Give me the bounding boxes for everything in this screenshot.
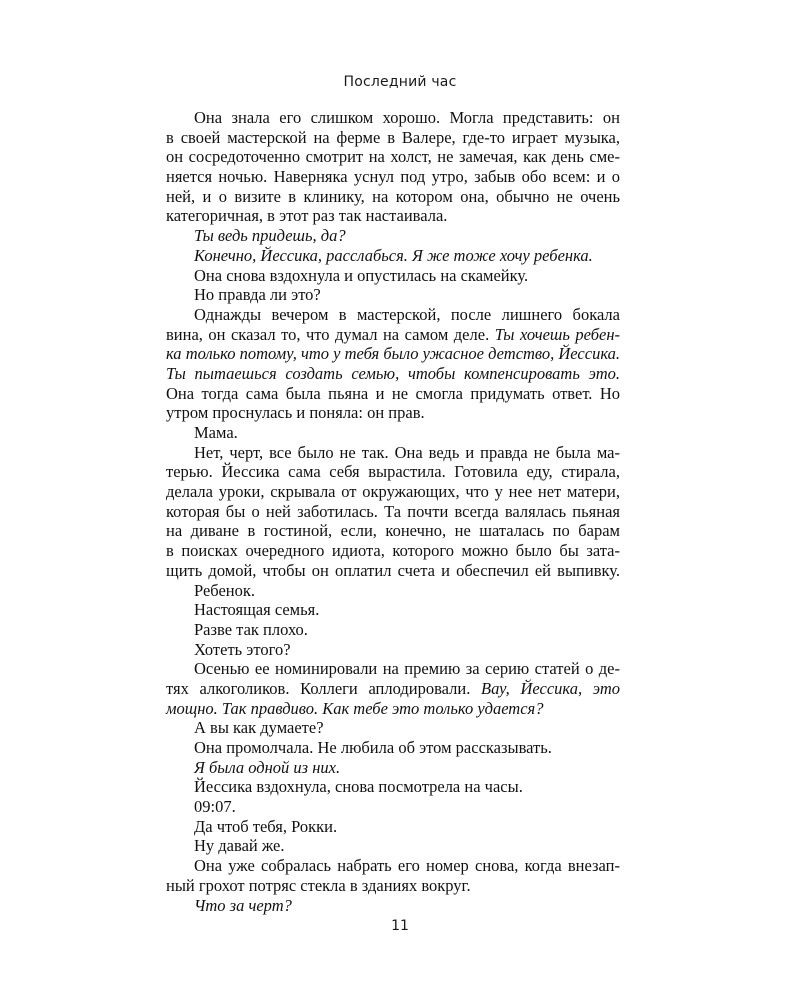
text-line [166, 344, 620, 364]
text-segment: он сосредоточенно смотрит на холст, не замечая, как день сме- [166, 147, 620, 167]
text-line [166, 876, 620, 896]
text-segment: в поисках очередного идиота, которого можно было бы зата- [166, 541, 620, 561]
text-segment: Ребенок. [194, 580, 256, 600]
text-line [166, 423, 620, 443]
text-line [166, 521, 620, 541]
text-segment: Однажды вечером в мастерской, после лишнего бокала [194, 304, 620, 324]
text-line [166, 659, 620, 679]
text-line [166, 797, 620, 817]
text-line [166, 541, 620, 561]
text-segment: тях алкоголиков. Коллеги аплодировали. [166, 678, 482, 698]
text-segment: 09:07. [194, 797, 236, 817]
text-segment: Настоящая семья. [194, 600, 320, 620]
italic-text: Конечно, Йессика, расслабься. Я же тоже хочу ребенка. [194, 245, 593, 265]
text-line [166, 896, 620, 916]
text-line [166, 384, 620, 404]
text-segment: категоричная, в этот раз так настаивала. [166, 206, 448, 226]
text-line [166, 718, 620, 738]
text-segment: А вы как думаете? [194, 718, 324, 738]
text-line [166, 856, 620, 876]
italic-text: Вау, Йессика, это [481, 678, 620, 698]
text-segment: Она тогда сама была пьяна и не смогла придумать ответ. Но [166, 383, 620, 403]
text-line [166, 128, 620, 148]
text-line [166, 266, 620, 286]
body-text [166, 108, 620, 915]
text-segment: которая бы о ней заботилась. Та почти всегда валялась пьяная [166, 501, 620, 521]
italic-text: Я была одной из них. [194, 757, 341, 777]
text-segment: делала уроки, скрывала от окружающих, что у нее нет матери, [166, 482, 620, 502]
text-line [166, 738, 620, 758]
text-segment: ней, и о визите в клинику, на котором она, обычно не очень [166, 186, 620, 206]
text-segment: Ну давай же. [194, 836, 285, 856]
text-segment: Она промолчала. Не любила об этом рассказывать. [194, 738, 552, 757]
text-segment: ный грохот потряс стекла в зданиях вокруг. [166, 875, 471, 895]
italic-text: Ты пытаешься создать семью, чтобы компенсировать это. [166, 363, 620, 383]
text-segment: на диване в гостиной, если, конечно, не шаталась по барам [166, 521, 620, 541]
text-segment: терью. Йессика сама себя вырастила. Готовила еду, стирала, [166, 462, 620, 482]
text-segment: вина, он сказал то, что думал на самом деле. [166, 324, 495, 344]
text-line [166, 246, 620, 266]
text-line [166, 325, 620, 345]
text-line [166, 836, 620, 856]
text-line [166, 147, 620, 167]
text-line [166, 620, 620, 640]
text-segment: Йессика вздохнула, снова посмотрела на часы. [194, 777, 523, 797]
text-segment: Она знала его слишком хорошо. Могла представить: он [194, 108, 620, 127]
text-segment: Она уже собралась набрать его номер снова, когда внезап- [194, 856, 620, 876]
text-line [166, 206, 620, 226]
text-segment: Осенью ее номинировали на премию за серию статей о де- [194, 659, 620, 679]
text-line [166, 187, 620, 207]
page-number: 11 [391, 918, 409, 934]
text-segment: Хотеть этого? [194, 639, 291, 659]
text-line [166, 640, 620, 660]
text-segment: в своей мастерской на ферме в Валере, где-то играет музыка, [166, 127, 620, 147]
text-segment: Она снова вздохнула и опустилась на скамейку. [194, 265, 529, 285]
text-line [166, 581, 620, 601]
text-segment: Да чтоб тебя, Рокки. [194, 816, 338, 836]
italic-text: ка только потому, что у тебя было ужасное детство, Йессика. [166, 344, 620, 364]
text-line [166, 502, 620, 522]
text-segment: няется ночью. Наверняка уснул под утро, забыв обо всем: и о [166, 167, 620, 187]
text-segment: Разве так плохо. [194, 619, 308, 639]
text-line [166, 482, 620, 502]
text-line [166, 443, 620, 463]
italic-text: мощно. Так правдиво. Как тебе это только удается? [166, 698, 544, 718]
text-line [166, 817, 620, 837]
text-segment: Мама. [194, 423, 238, 442]
text-line [166, 561, 620, 581]
italic-text: Что за черт? [194, 895, 292, 915]
text-line [166, 305, 620, 325]
running-head: Последний час [343, 74, 457, 90]
text-line [166, 285, 620, 305]
italic-text: Ты хочешь ребен- [494, 324, 621, 344]
text-segment: утром проснулась и поняла: он прав. [166, 403, 425, 423]
text-line [166, 364, 620, 384]
italic-text: Ты ведь придешь, да? [194, 226, 346, 246]
text-line [166, 758, 620, 778]
text-line [166, 462, 620, 482]
text-line [166, 600, 620, 620]
text-segment: Но правда ли это? [194, 285, 321, 305]
text-line [166, 403, 620, 423]
text-line [166, 167, 620, 187]
text-line [166, 226, 620, 246]
text-segment: Нет, черт, все было не так. Она ведь и правда не была ма- [194, 442, 620, 462]
text-line [166, 679, 620, 699]
text-line [166, 699, 620, 719]
text-line [166, 777, 620, 797]
text-line [166, 108, 620, 128]
text-segment: щить домой, чтобы он оплатил счета и обеспечил ей выпивку. [166, 560, 620, 580]
